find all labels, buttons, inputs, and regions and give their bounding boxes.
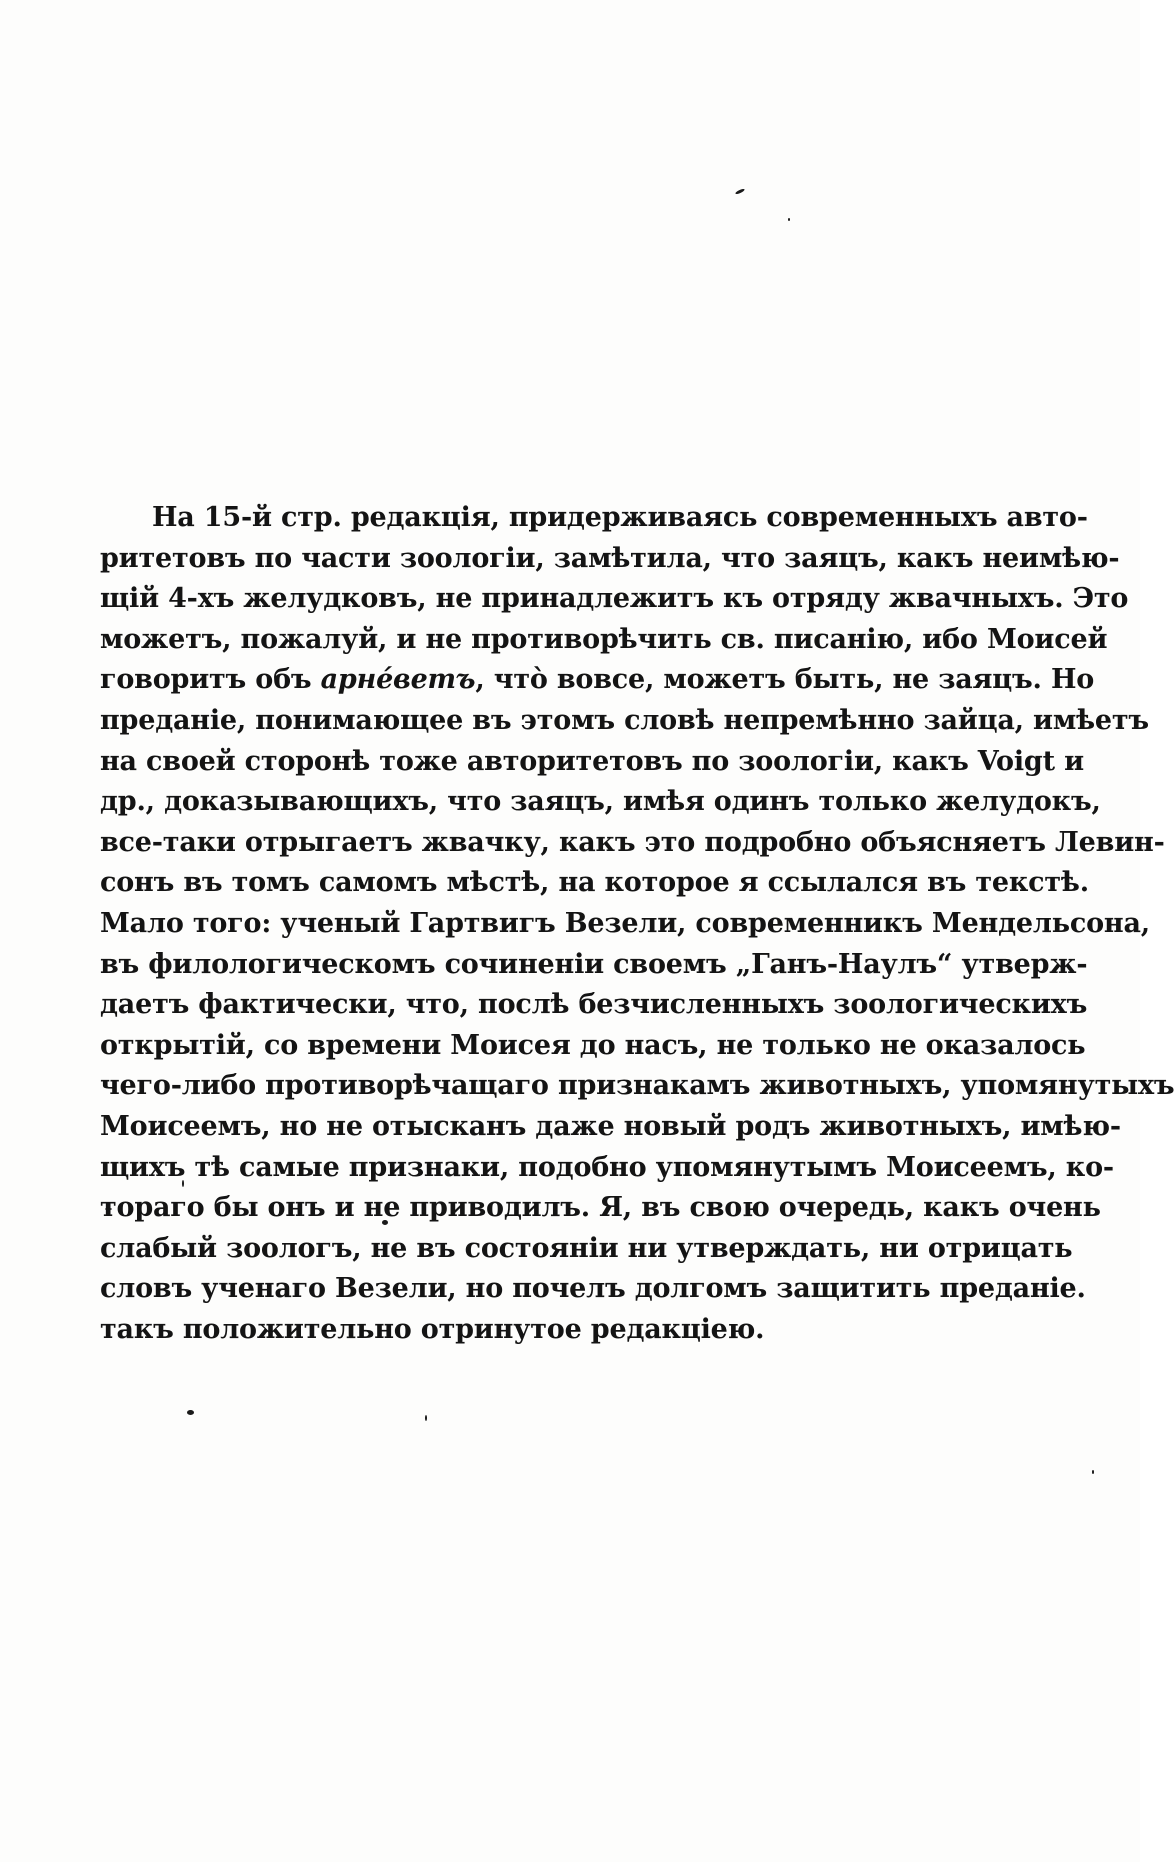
text-line: на своей сторонѣ тоже авторитетовъ по зоологіи, какъ Voigt и [100,745,1084,777]
text-line: такъ положительно отринутое редакціею. [100,1313,765,1345]
text-line: Мало того: ученый Гартвигъ Везели, современникъ Мендельсона, [100,907,1150,939]
text-line: говоритъ объ арнéветъ, чтò вовсе, можетъ быть, не заяцъ. Но [100,664,1095,696]
text-line: преданіе, понимающее въ этомъ словѣ непремѣнно зайца, имѣетъ [100,704,1149,736]
text-line: все-таки отрыгаетъ жвачку, какъ это подробно объясняетъ Левин- [100,826,1165,858]
text-line: На 15-й стр. редакція, придерживаясь современныхъ авто- [152,502,1088,533]
text-line: чего-либо противорѣчащаго признакамъ животныхъ, упомянутыхъ [100,1070,1174,1102]
footnote-paragraph [100,498,1174,1350]
scan-speck [425,1415,427,1421]
text-line: др., доказывающихъ, что заяцъ, имѣя одинъ только желудокъ, [100,786,1101,818]
text-line: сонъ въ томъ самомъ мѣстѣ, на которое я ссылался въ текстѣ. [100,867,1089,899]
scan-speck [187,1410,194,1415]
italic-term: арнéветъ [320,664,476,696]
text-line: тораго бы онъ и не приводилъ. Я, въ свою очередь, какъ очень [100,1192,1101,1224]
text-line: можетъ, пожалуй, и не противорѣчить св. писанію, ибо Моисей [100,623,1108,655]
text-line: щій 4-хъ желудковъ, не принадлежитъ къ отряду жвачныхъ. Это [100,583,1129,615]
text-line: въ филологическомъ сочиненіи своемъ „Ганъ-Наулъ“ утверж- [100,948,1088,980]
scan-speck [788,218,790,221]
text-line: щихъ тѣ самые признаки, подобно упомянутымъ Моисеемъ, ко- [100,1151,1114,1183]
text-line: слабый зоологъ, не въ состояніи ни утверждать, ни отрицать [100,1232,1073,1264]
text-line: словъ ученаго Везели, но почелъ долгомъ защитить преданіе. [100,1273,1086,1305]
scan-speck [735,188,745,195]
text-line: даетъ фактически, что, послѣ безчисленныхъ зоологическихъ [100,989,1088,1021]
text-line: ритетовъ по части зоологіи, замѣтила, что заяцъ, какъ неимѣю- [100,542,1120,574]
scan-speck [1092,1470,1094,1474]
text-line: открытій, со времени Моисея до насъ, не только не оказалось [100,1029,1086,1061]
text-line: Моисеемъ, но не отысканъ даже новый родъ животныхъ, имѣю- [100,1110,1121,1142]
